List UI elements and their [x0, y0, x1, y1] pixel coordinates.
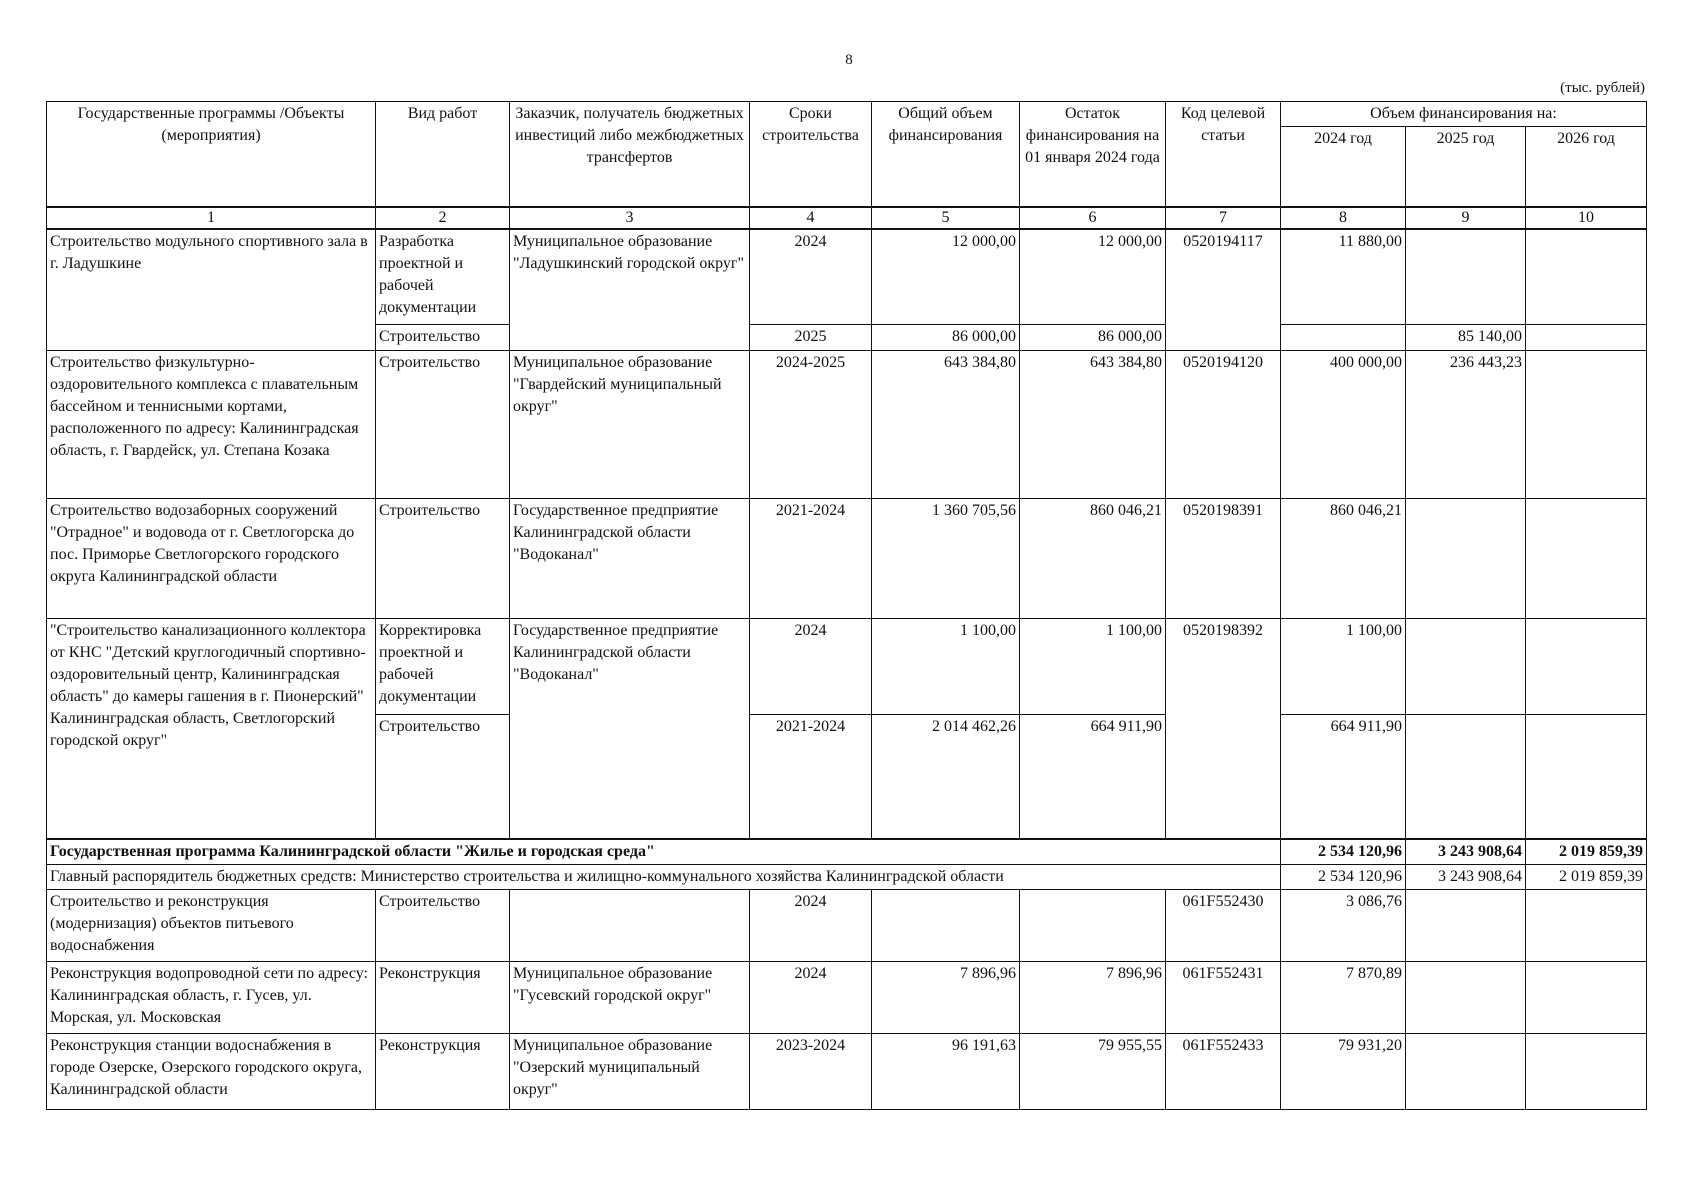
construction-terms: 2021-2024	[750, 499, 872, 619]
work-type: Реконструкция	[376, 961, 510, 1033]
target-code: 061F552430	[1166, 889, 1281, 961]
program-2026: 2 019 859,39	[1526, 839, 1647, 865]
financing-2026	[1526, 229, 1647, 325]
program-2025: 3 243 908,64	[1406, 839, 1526, 865]
col-number: 1	[47, 207, 376, 229]
object-name: "Строительство канализационного коллектора от КНС "Детский круглогодичный спортивно-оздоровительный центр, Калининградская область" до камеры гашения в г. Пионерский" Калининградская область, Светлогорский городской округ"	[47, 619, 376, 839]
header-2026: 2026 год	[1526, 127, 1647, 207]
column-numbers-row	[47, 207, 1647, 229]
col-number: 8	[1281, 207, 1406, 229]
header-row-1	[47, 102, 1647, 127]
object-name: Реконструкция водопроводной сети по адресу: Калининградская область, г. Гусев, ул. Морская, ул. Московская	[47, 961, 376, 1033]
construction-terms: 2024	[750, 619, 872, 715]
financing-2024: 664 911,90	[1281, 715, 1406, 839]
remainder-financing: 86 000,00	[1020, 325, 1166, 351]
program-name: Государственная программа Калининградской области "Жилье и городская среда"	[47, 839, 1281, 865]
header-2025: 2025 год	[1406, 127, 1526, 207]
total-financing: 2 014 462,26	[872, 715, 1020, 839]
program-total-row	[47, 839, 1647, 865]
target-code: 0520198392	[1166, 619, 1281, 839]
col-number: 5	[872, 207, 1020, 229]
financing-2025	[1406, 499, 1526, 619]
work-type: Строительство	[376, 351, 510, 499]
construction-terms: 2024-2025	[750, 351, 872, 499]
table-row	[47, 889, 1647, 961]
header-2024: 2024 год	[1281, 127, 1406, 207]
object-name: Реконструкция станции водоснабжения в городе Озерске, Озерского городского округа, Калининградской области	[47, 1033, 376, 1109]
total-financing: 1 100,00	[872, 619, 1020, 715]
financing-2024: 1 100,00	[1281, 619, 1406, 715]
financing-2024: 11 880,00	[1281, 229, 1406, 325]
header-total: Общий объем финансирования	[872, 102, 1020, 207]
financing-2024	[1281, 325, 1406, 351]
work-type: Корректировка проектной и рабочей документации	[376, 619, 510, 715]
work-type: Строительство	[376, 715, 510, 839]
financing-2025: 85 140,00	[1406, 325, 1526, 351]
financing-2025	[1406, 715, 1526, 839]
col-number: 3	[510, 207, 750, 229]
customer: Муниципальное образование "Озерский муниципальный округ"	[510, 1033, 750, 1109]
table-row	[47, 961, 1647, 1033]
units-label: (тыс. рублей)	[1560, 80, 1645, 96]
financing-2024: 3 086,76	[1281, 889, 1406, 961]
total-financing	[872, 889, 1020, 961]
remainder-financing: 860 046,21	[1020, 499, 1166, 619]
financing-2025	[1406, 619, 1526, 715]
object-name: Строительство и реконструкция (модернизация) объектов питьевого водоснабжения	[47, 889, 376, 961]
header-work-type: Вид работ	[376, 102, 510, 207]
header-terms: Сроки строительства	[750, 102, 872, 207]
customer: Муниципальное образование "Ладушкинский городской округ"	[510, 229, 750, 351]
construction-terms: 2024	[750, 961, 872, 1033]
col-number: 6	[1020, 207, 1166, 229]
financing-2026	[1526, 1033, 1647, 1109]
col-number: 7	[1166, 207, 1281, 229]
manager-2026: 2 019 859,39	[1526, 864, 1647, 889]
total-financing: 643 384,80	[872, 351, 1020, 499]
col-number: 2	[376, 207, 510, 229]
financing-2026	[1526, 351, 1647, 499]
col-number: 4	[750, 207, 872, 229]
total-financing: 7 896,96	[872, 961, 1020, 1033]
table-row	[47, 351, 1647, 499]
table-row	[47, 499, 1647, 619]
header-code: Код целевой статьи	[1166, 102, 1281, 207]
remainder-financing: 1 100,00	[1020, 619, 1166, 715]
work-type: Реконструкция	[376, 1033, 510, 1109]
financing-2025	[1406, 889, 1526, 961]
work-type: Строительство	[376, 325, 510, 351]
construction-terms: 2024	[750, 229, 872, 325]
customer: Государственное предприятие Калининградской области "Водоканал"	[510, 499, 750, 619]
total-financing: 86 000,00	[872, 325, 1020, 351]
budget-manager-name: Главный распорядитель бюджетных средств: Министерство строительства и жилищно-коммунального хозяйства Калининградской области	[47, 864, 1281, 889]
remainder-financing: 79 955,55	[1020, 1033, 1166, 1109]
budget-manager-row	[47, 864, 1647, 889]
construction-terms: 2023-2024	[750, 1033, 872, 1109]
financing-2024: 7 870,89	[1281, 961, 1406, 1033]
header-customer: Заказчик, получатель бюджетных инвестиций либо межбюджетных трансфертов	[510, 102, 750, 207]
financing-2026	[1526, 889, 1647, 961]
financing-2025	[1406, 1033, 1526, 1109]
financing-2024: 79 931,20	[1281, 1033, 1406, 1109]
target-code: 061F552433	[1166, 1033, 1281, 1109]
customer: Государственное предприятие Калининградской области "Водоканал"	[510, 619, 750, 839]
total-financing: 96 191,63	[872, 1033, 1020, 1109]
financing-table	[46, 101, 1647, 1110]
header-programs: Государственные программы /Объекты (мероприятия)	[47, 102, 376, 207]
object-name: Строительство водозаборных сооружений "Отрадное" и водовода от г. Светлогорска до пос. Приморье Светлогорского городского округа Калининградской области	[47, 499, 376, 619]
target-code: 0520194120	[1166, 351, 1281, 499]
remainder-financing: 12 000,00	[1020, 229, 1166, 325]
target-code: 061F552431	[1166, 961, 1281, 1033]
work-type: Строительство	[376, 499, 510, 619]
remainder-financing: 664 911,90	[1020, 715, 1166, 839]
target-code: 0520198391	[1166, 499, 1281, 619]
col-number: 9	[1406, 207, 1526, 229]
remainder-financing: 7 896,96	[1020, 961, 1166, 1033]
table-row	[47, 619, 1647, 715]
program-2024: 2 534 120,96	[1281, 839, 1406, 865]
manager-2024: 2 534 120,96	[1281, 864, 1406, 889]
construction-terms: 2021-2024	[750, 715, 872, 839]
customer: Муниципальное образование "Гвардейский муниципальный округ"	[510, 351, 750, 499]
financing-2026	[1526, 961, 1647, 1033]
financing-2024: 860 046,21	[1281, 499, 1406, 619]
page-number: 8	[845, 52, 853, 68]
table-row	[47, 1033, 1647, 1109]
work-type: Разработка проектной и рабочей документации	[376, 229, 510, 325]
financing-2024: 400 000,00	[1281, 351, 1406, 499]
construction-terms: 2025	[750, 325, 872, 351]
header-financing-group: Объем финансирования на:	[1281, 102, 1647, 127]
financing-2025	[1406, 961, 1526, 1033]
financing-2026	[1526, 499, 1647, 619]
col-number: 10	[1526, 207, 1647, 229]
manager-2025: 3 243 908,64	[1406, 864, 1526, 889]
total-financing: 12 000,00	[872, 229, 1020, 325]
object-name: Строительство физкультурно-оздоровительного комплекса с плавательным бассейном и теннисными кортами, расположенного по адресу: Калининградская область, г. Гвардейск, ул. Степана Козака	[47, 351, 376, 499]
table-row	[47, 229, 1647, 325]
header-remainder: Остаток финансирования на 01 января 2024 года	[1020, 102, 1166, 207]
remainder-financing	[1020, 889, 1166, 961]
total-financing: 1 360 705,56	[872, 499, 1020, 619]
construction-terms: 2024	[750, 889, 872, 961]
customer	[510, 889, 750, 961]
financing-2026	[1526, 325, 1647, 351]
customer: Муниципальное образование "Гусевский городской округ"	[510, 961, 750, 1033]
remainder-financing: 643 384,80	[1020, 351, 1166, 499]
work-type: Строительство	[376, 889, 510, 961]
financing-2026	[1526, 619, 1647, 715]
target-code: 0520194117	[1166, 229, 1281, 351]
financing-2025: 236 443,23	[1406, 351, 1526, 499]
financing-2025	[1406, 229, 1526, 325]
financing-2026	[1526, 715, 1647, 839]
object-name: Строительство модульного спортивного зала в г. Ладушкине	[47, 229, 376, 351]
